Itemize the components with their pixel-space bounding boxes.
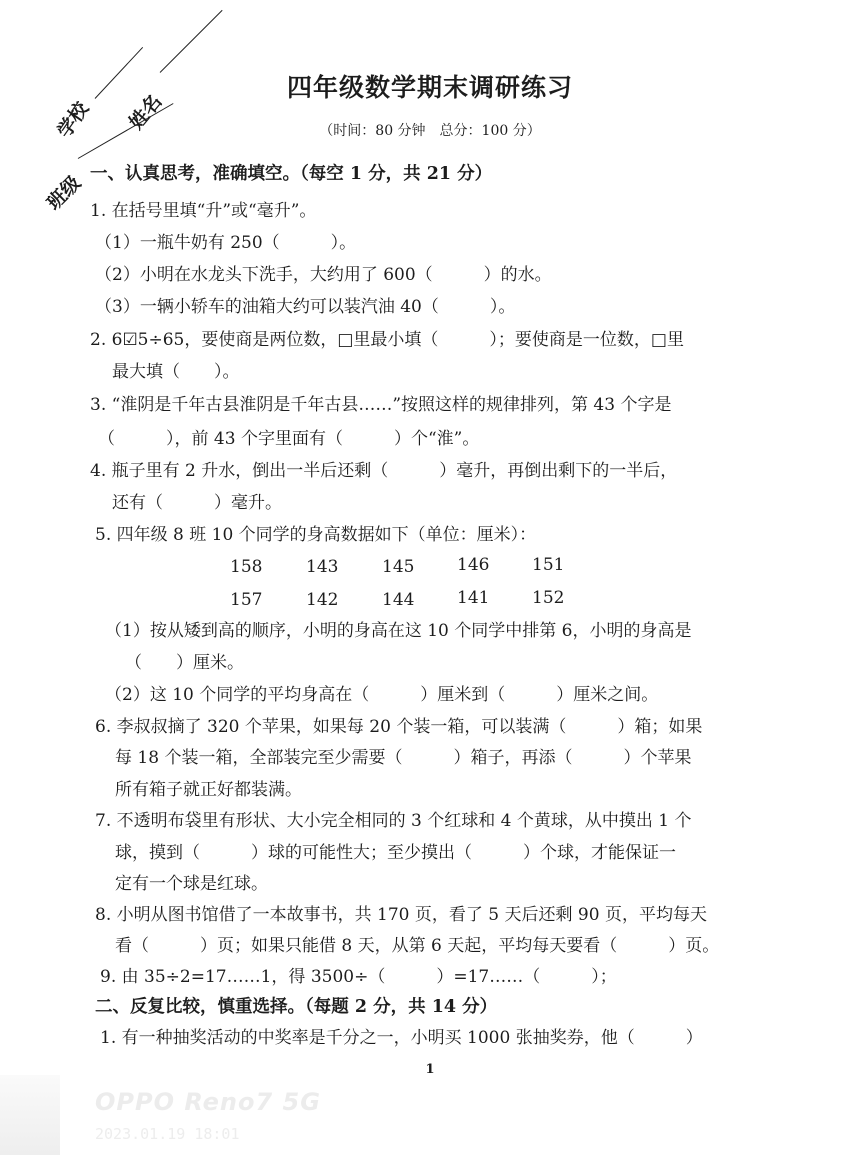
height-value: 158 bbox=[230, 557, 263, 577]
class-label: 班级 bbox=[42, 171, 86, 215]
name-blank-line bbox=[160, 10, 223, 73]
q5-stem: 5. 四年级 8 班 10 个同学的身高数据如下（单位：厘米）： bbox=[95, 525, 537, 545]
height-value: 141 bbox=[457, 588, 490, 608]
exam-title: 四年级数学期末调研练习 bbox=[286, 73, 573, 102]
height-value: 146 bbox=[457, 555, 490, 575]
school-label: 学校 bbox=[53, 98, 94, 142]
section2-q1: 1. 有一种抽奖活动的中奖率是千分之一，小明买 1000 张抽奖券，他（ ） bbox=[100, 1028, 703, 1048]
height-value: 145 bbox=[382, 557, 415, 577]
camera-watermark: OPPO Reno7 5G bbox=[95, 1088, 321, 1116]
q2-line-2: 最大填（ ）。 bbox=[112, 362, 240, 382]
q3-line-2: （ ），前 43 个字里面有（ ）个“淮”。 bbox=[98, 429, 480, 449]
q5-sub1-line-1: （1）按从矮到高的顺序，小明的身高在这 10 个同学中排第 6，小明的身高是 bbox=[105, 621, 692, 641]
q2-line-1: 2. 6☑5÷65，要使商是两位数，□里最小填（ ）；要使商是一位数，□里 bbox=[90, 330, 684, 350]
q6-line-3: 所有箱子就正好都装满。 bbox=[115, 780, 302, 800]
q4-line-1: 4. 瓶子里有 2 升水，倒出一半后还剩（ ）毫升，再倒出剩下的一半后， bbox=[90, 461, 678, 481]
q6-line-2: 每 18 个装一箱，全部装完至少需要（ ）箱子，再添（ ）个苹果 bbox=[115, 748, 692, 768]
q5-sub1-line-2: （ ）厘米。 bbox=[125, 653, 244, 673]
section1-heading: 一、认真思考，准确填空。（每空 1 分，共 21 分） bbox=[90, 164, 493, 184]
photo-edge-shadow bbox=[0, 1075, 60, 1155]
q1-item-3: （3）一辆小轿车的油箱大约可以装汽油 40（ ）。 bbox=[95, 297, 516, 317]
height-value: 157 bbox=[230, 590, 263, 610]
height-value: 144 bbox=[382, 590, 415, 610]
q1-item-1: （1）一瓶牛奶有 250（ ）。 bbox=[95, 233, 357, 253]
q7-line-1: 7. 不透明布袋里有形状、大小完全相同的 3 个红球和 4 个黄球，从中摸出 1 个 bbox=[95, 811, 692, 831]
page-number: 1 bbox=[425, 1062, 435, 1077]
q7-line-2: 球，摸到（ ）球的可能性大；至少摸出（ ）个球，才能保证一 bbox=[115, 843, 676, 863]
q8-line-1: 8. 小明从图书馆借了一本故事书，共 170 页，看了 5 天后还剩 90 页，平均每天 bbox=[95, 905, 707, 925]
q6-line-1: 6. 李叔叔摘了 320 个苹果，如果每 20 个装一箱，可以装满（ ）箱；如果 bbox=[95, 717, 703, 737]
q8-line-2: 看（ ）页；如果只能借 8 天，从第 6 天起，平均每天要看（ ）页。 bbox=[115, 936, 720, 956]
height-value: 152 bbox=[532, 588, 565, 608]
exam-subtitle: （时间：80 分钟 总分：100 分） bbox=[319, 123, 541, 139]
camera-timestamp: 2023.01.19 18:01 bbox=[95, 1125, 240, 1143]
q9-line-1: 9. 由 35÷2=17……1，得 3500÷（ ）=17……（ ）； bbox=[100, 967, 617, 987]
q1-item-2: （2）小明在水龙头下洗手，大约用了 600（ ）的水。 bbox=[95, 265, 552, 285]
height-value: 142 bbox=[306, 590, 339, 610]
q4-line-2: 还有（ ）毫升。 bbox=[112, 493, 282, 513]
section2-heading: 二、反复比较，慎重选择。（每题 2 分，共 14 分） bbox=[95, 997, 498, 1017]
height-value: 143 bbox=[306, 557, 339, 577]
q3-line-1: 3. “淮阴是千年古县淮阴是千年古县……”按照这样的规律排列，第 43 个字是 bbox=[90, 395, 672, 415]
height-value: 151 bbox=[532, 555, 565, 575]
q5-sub2: （2）这 10 个同学的平均身高在（ ）厘米到（ ）厘米之间。 bbox=[105, 685, 659, 705]
name-label: 姓名 bbox=[125, 90, 167, 134]
q1-stem: 1. 在括号里填“升”或“毫升”。 bbox=[90, 201, 317, 221]
q7-line-3: 定有一个球是红球。 bbox=[115, 874, 268, 894]
